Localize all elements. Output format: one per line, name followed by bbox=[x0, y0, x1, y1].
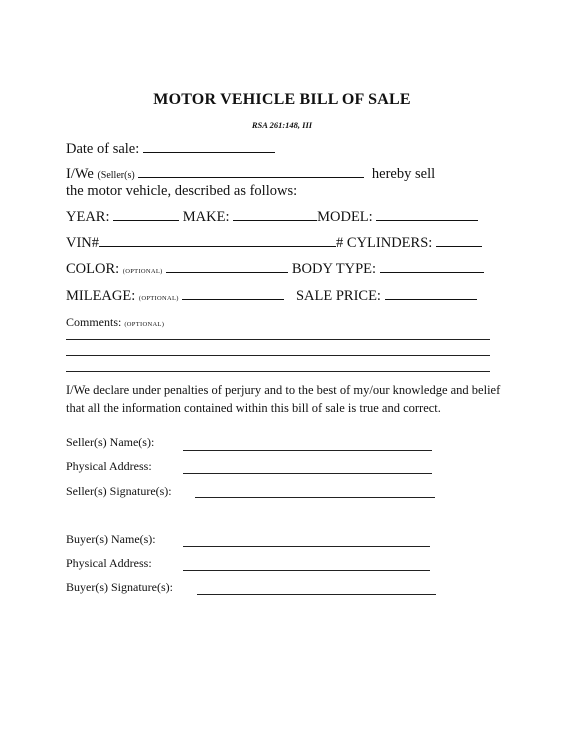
comments-line-3[interactable] bbox=[66, 371, 490, 372]
seller-signature-label: Seller(s) Signature(s): bbox=[66, 484, 172, 498]
color-optional-label: (OPTIONAL) bbox=[122, 268, 163, 275]
date-of-sale-label: Date of sale: bbox=[66, 141, 140, 157]
sale-price-label: SALE PRICE: bbox=[295, 288, 381, 304]
color-label: COLOR: bbox=[66, 261, 120, 277]
seller-signature-field[interactable] bbox=[195, 497, 435, 498]
body-type-field[interactable] bbox=[380, 260, 484, 273]
vin-row bbox=[66, 234, 482, 252]
make-field[interactable] bbox=[233, 208, 317, 221]
buyer-address-label: Physical Address: bbox=[66, 556, 152, 570]
comments-row bbox=[66, 315, 164, 330]
comments-line-2[interactable] bbox=[66, 355, 490, 356]
form-subtitle: RSA 261:148, III bbox=[251, 120, 313, 130]
comments-optional-label: (OPTIONAL) bbox=[124, 321, 165, 328]
year-field[interactable] bbox=[113, 208, 179, 221]
year-label: YEAR: bbox=[66, 209, 110, 225]
seller-names-field[interactable] bbox=[183, 450, 432, 451]
iwe-label: I/We bbox=[66, 166, 94, 182]
date-of-sale-field[interactable] bbox=[143, 140, 275, 153]
comments-line-1[interactable] bbox=[66, 339, 490, 340]
mileage-row bbox=[66, 287, 477, 305]
color-field[interactable] bbox=[166, 260, 288, 273]
described-label: the motor vehicle, described as follows: bbox=[66, 183, 298, 199]
color-row bbox=[66, 260, 484, 278]
cylinders-label: # CYLINDERS: bbox=[336, 235, 433, 251]
buyer-names-label: Buyer(s) Name(s): bbox=[66, 532, 156, 546]
seller-names-label: Seller(s) Name(s): bbox=[66, 435, 155, 449]
seller-inline-field[interactable] bbox=[138, 165, 364, 178]
form-title: MOTOR VEHICLE BILL OF SALE bbox=[153, 91, 411, 108]
cylinders-field[interactable] bbox=[436, 234, 482, 247]
vin-label: VIN# bbox=[66, 235, 100, 251]
vin-field[interactable] bbox=[99, 234, 336, 247]
seller-address-label: Physical Address: bbox=[66, 459, 152, 473]
make-label: MAKE: bbox=[182, 209, 230, 225]
mileage-optional-label: (OPTIONAL) bbox=[138, 295, 179, 302]
seller-address-field[interactable] bbox=[183, 473, 432, 474]
buyer-names-field[interactable] bbox=[183, 546, 430, 547]
body-type-label: BODY TYPE: bbox=[291, 261, 377, 277]
model-label: MODEL: bbox=[317, 209, 373, 225]
comments-label: Comments: bbox=[66, 315, 122, 329]
buyer-signature-field[interactable] bbox=[197, 594, 436, 595]
date-of-sale-row bbox=[66, 140, 275, 158]
sale-price-field[interactable] bbox=[385, 287, 477, 300]
model-field[interactable] bbox=[376, 208, 478, 221]
mileage-field[interactable] bbox=[182, 287, 284, 300]
hereby-sell-label: hereby sell bbox=[371, 166, 436, 182]
year-make-model-row bbox=[66, 208, 478, 226]
seller-paren-label: (Seller(s) bbox=[97, 170, 135, 181]
buyer-address-field[interactable] bbox=[183, 570, 430, 571]
mileage-label: MILEAGE: bbox=[66, 288, 136, 304]
buyer-signature-label: Buyer(s) Signature(s): bbox=[66, 580, 173, 594]
described-row bbox=[66, 183, 297, 200]
declaration-text: I/We declare under penalties of perjury and to the best of my/our knowledge and belief that all the information contained within this bill of sale is true and correct. bbox=[66, 383, 501, 415]
seller-row bbox=[66, 165, 435, 183]
